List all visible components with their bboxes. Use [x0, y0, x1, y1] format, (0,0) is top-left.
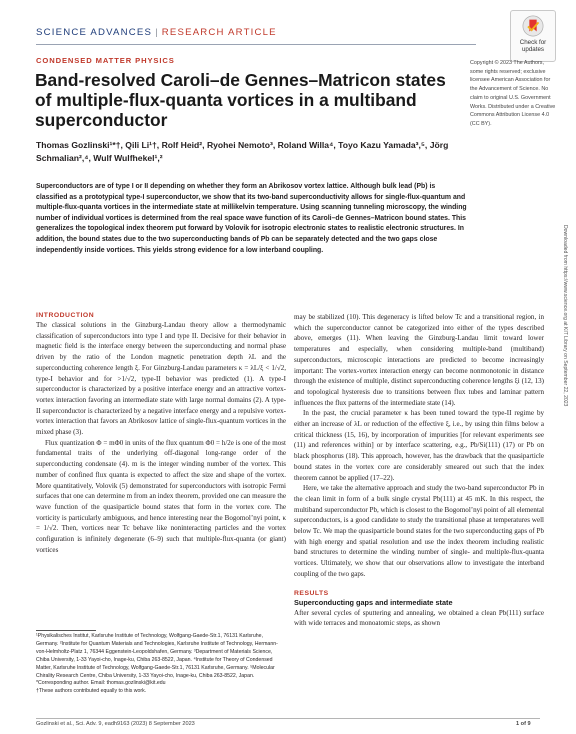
- intro-paragraph-2: Flux quantization Φ = mΦ0 in units of the flux quantum Φ0 = h/2e is one of the most fundamental traits of the underlying off-diagonal long-range order of the superconducting condensate (4). m is the integer winding number of the vortex. This number of confined flux quanta is expected to affect the size and shape of the vortex. More quantitatively, Volovik (5) demonstrated for superconductors with isotropic Fermi surfaces that one can determine m from an index theorem, provided one can measure the wave function of the quasiparticle bound states that form in the vortex core. The vorticity is particularly ambiguous, and hence interesting near the Bogomol’nyi point, κ = 1/√2. Then, vortices near Tc behave like noninteracting particles and the vortex configuration is infinitely degenerate (6–9) such that multiple-flux-quanta (or giant) vortices: [36, 438, 286, 554]
- intro-paragraph-5: Here, we take the alternative approach and study the two-band superconductor Pb in the clean limit in form of a bulk single crystal Pb(111) at 45 mK. In this respect, the multiband superconductor Pb, which is closest to the Bogomol’nyi point of all elemental superconductors, is a good candidate to study the transitional phase at temperatures well below Tc. We map the quasiparticle bound states for the two superconducting gaps of Pb with high energy and spatial resolution and use the index theorem including realistic band structures to determine the winding number of single- and multiple-flux-quanta vortices. Ultimately, we show that our observations allow to investigate the interband coupling of the two gaps.: [294, 484, 544, 578]
- right-column: [294, 312, 544, 629]
- equal-contribution-note: †These authors contributed equally to this work.: [36, 688, 147, 695]
- journal-name[interactable]: SCIENCE ADVANCES: [36, 27, 153, 38]
- footer-citation: Gozlinski et al., Sci. Adv. 9, eadh9163 (2023) 8 September 2023: [36, 721, 195, 727]
- journal-header: [36, 27, 277, 38]
- header-separator: |: [155, 27, 159, 38]
- author-list: Thomas Gozlinski¹*†, Qili Li¹†, Rolf Heid², Ryohei Nemoto³, Roland Willa⁴, Toyo Kazu Yamada³,⁵, Jörg Schmalian²,⁴, Wulf Wulfhekel¹,²: [36, 140, 449, 163]
- article-type: RESEARCH ARTICLE: [161, 27, 277, 38]
- footer-rule: [36, 718, 540, 719]
- badge-line-2: updates: [521, 46, 545, 53]
- intro-paragraph-4: In the past, the crucial parameter κ has been tuned toward the type-II regime by either an increase of λL or reduction of the effective ξ, i.e., by using thin films below a critical thickness (15, 16), by incorporation of impurities [for relevant experiments see (11) and references within] or by interface scattering, e.g., Pb/Si(111) (17) or Pb on black phosphorus (18). This approach, however, has the drawback that the quasiparticle bound states in the vortex core are considerably smeared out such that the index theorem cannot be applied (17–22).: [294, 409, 544, 482]
- download-note: Downloaded from https://www.science.org at KIT Library on September 22, 2023: [562, 225, 568, 407]
- badge-line-1: Check for: [519, 39, 547, 46]
- check-for-updates-badge[interactable]: [510, 10, 556, 62]
- footnotes: [36, 633, 286, 696]
- corresponding-author[interactable]: *Corresponding author. Email: thomas.gozlinski@kit.edu: [36, 680, 166, 687]
- abstract: Superconductors are of type I or II depending on whether they form an Abrikosov vortex lattice. Although bulk lead (Pb) is classified as a prototypical type-I superconductor, we show that its two-band superconductivity allows for single-flux-quantum and multiple-flux-quanta vortices in the intermediate state at millikelvin temperature. Using scanning tunneling microscopy, the winding number of individual vortices is determined from the real space wave function of its Caroli–de Gennes–Matricon bound states. This generalizes the topological index theorem put forward by Volovik for isotropic electronic states to realistic electronic structures. In addition, the bound states due to the two superconducting bands of Pb can be separately detected and the two gaps close independently inside vortices. This yields strong evidence for a low interband coupling.: [36, 183, 467, 254]
- affiliations: ¹Physikalisches Institut, Karlsruhe Institute of Technology, Wolfgang-Gaede-Str.1, 76131 Karlsruhe, Germany. ²Institute for Quantum Materials and Technologies, Karlsruhe Institute of Technology, Hermann-von-Helmholtz-Platz 1, 76344 Eggenstein-Leopoldshafen, Germany. ³Department of Materials Science, Chiba University, 1-33 Yayoi-cho, Inage-ku, Chiba 263-8522, Japan. ⁴Institute for Theory of Condensed Matter, Karlsruhe Institute of Technology, Wolfgang-Gaede-Str.1, 76131 Karlsruhe, Germany. ⁵Molecular Chirality Research Centre, Chiba University, 1-33 Yayoi-cho, Inage-ku, Chiba 263-8522, Japan.: [36, 633, 278, 679]
- header-rule: [36, 44, 476, 45]
- check-for-updates-icon: [522, 15, 544, 37]
- introduction-heading: INTRODUCTION: [36, 312, 95, 319]
- results-heading: RESULTS: [294, 589, 329, 597]
- results-paragraph-1: After several cycles of sputtering and annealing, we obtained a clean Pb(111) surface with wide terraces and monoatomic steps, as shown: [294, 608, 544, 628]
- article-title: Band-resolved Caroli–de Gennes–Matricon states of multiple-flux-quanta vortices in a multiband superconductor: [35, 70, 446, 130]
- copyright-notice: Copyright © 2023 The Authors, some rights reserved; exclusive licensee American Association for the Advancement of Science. No claim to original U.S. Government Works. Distributed under a Creative Commons Attribution License 4.0 (CC BY).: [470, 60, 556, 127]
- intro-paragraph-1: The classical solutions in the Ginzburg-Landau theory allow a thermodynamic classification of superconductors into type I and type II. Decisive for their behavior in magnetic field is the interface energy between the superconducting and normal phase driven by the ratio of the London magnetic penetration depth λL and the superconducting coherence length ξ. For Ginzburg-Landau parameters κ = λL/ξ < 1/√2, type-I behavior and for >1/√2, type-II behavior was predicted (1). A type-I superconductor is characterized by a positive interface energy and an attractive vortex-vortex interaction favoring an intermediate state with large normal domains (2). A type-II superconductor is characterized by a negative interface energy and a repulsive vortex-vortex interaction that favors an Abrikosov lattice of single-flux-quantum vortices in the mixed phase (3).: [36, 321, 286, 437]
- results-subheading: Superconducting gaps and intermediate state: [294, 597, 453, 607]
- page-number: 1 of 9: [516, 721, 531, 727]
- section-label: CONDENSED MATTER PHYSICS: [36, 56, 175, 65]
- left-column: [36, 312, 286, 555]
- footnote-rule: [36, 630, 96, 631]
- intro-paragraph-3: may be stabilized (10). This degeneracy is lifted below Tc and a transitional region, in which the superconductor cannot be categorized into either of the types described above, emerges (11). When leaving the Ginzburg-Landau limit toward lower temperatures and especially, when considering multiple-band (multiband) superconductors, microscopic interactions are predicted to become increasingly important: The vortex-vortex interaction energy can become nonmonotonic in distance through the existence of multiple, distinct superconducting coherence lengths ξi (12, 13) and topological hysteresis due to transitions between flux tubes and laminar pattern influences the flux patterns of the intermediate state (14).: [294, 313, 544, 407]
